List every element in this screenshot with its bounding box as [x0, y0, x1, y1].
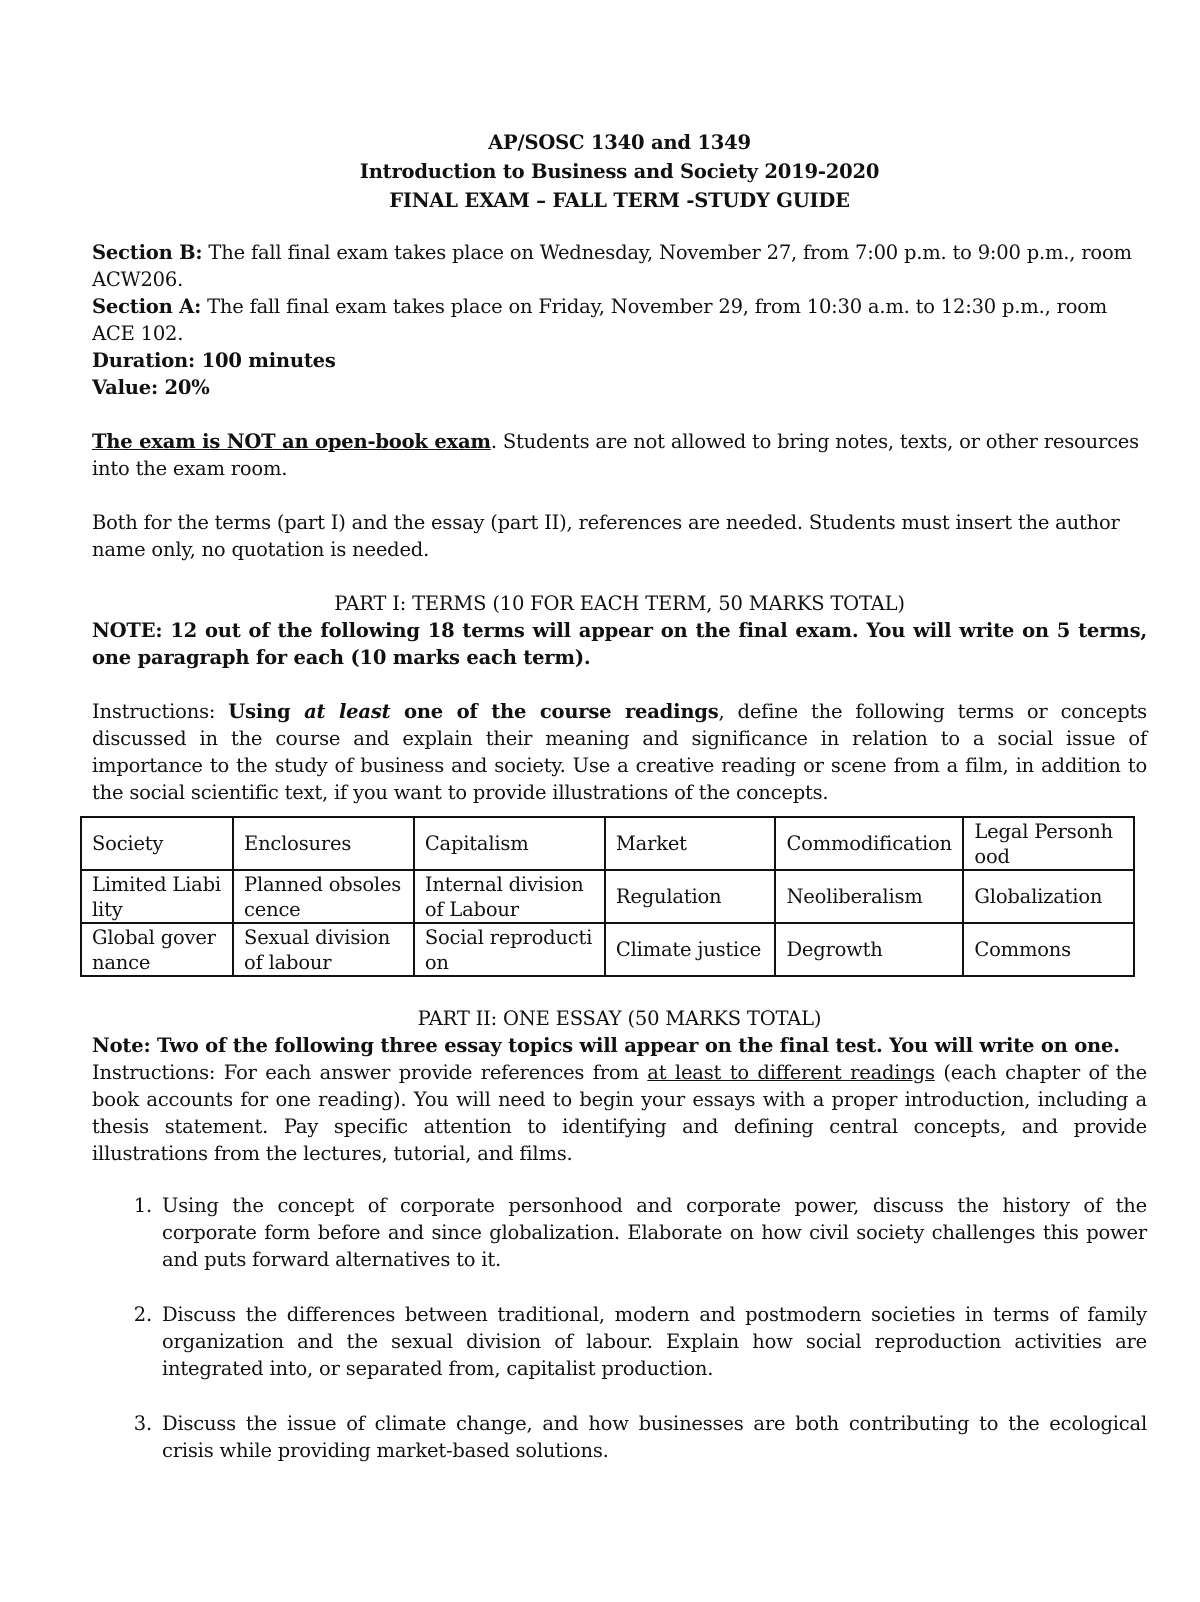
- section-b-label: Section B:: [92, 241, 203, 264]
- open-book-rule: [92, 428, 1147, 482]
- term-cell: Planned obsolescence: [233, 870, 414, 923]
- instr-course-readings: one of the course readings: [390, 700, 719, 723]
- section-a-label: Section A:: [92, 295, 202, 318]
- instr-at-least: at least: [304, 700, 391, 723]
- document-header: [92, 128, 1147, 215]
- part1-title: PART I: TERMS (10 FOR EACH TERM, 50 MARKS TOTAL): [334, 592, 905, 615]
- essay-topic: 1. Using the concept of corporate personhood and corporate power, discuss the history of the corporate form before and since globalization. Elaborate on how civil society challenges this power and puts forward alternatives to it.: [158, 1192, 1147, 1273]
- part2-instructions: [92, 1059, 1147, 1167]
- terms-row: [81, 870, 1134, 923]
- section-a-schedule: [92, 293, 1147, 347]
- term-cell: Regulation: [605, 870, 776, 923]
- essay-topic: 3. Discuss the issue of climate change, and how businesses are both contributing to the ecological crisis while providing market-based solutions.: [158, 1410, 1147, 1464]
- term-cell: Commons: [963, 923, 1134, 976]
- part1-instructions: [92, 698, 1147, 806]
- instr-using: Using: [228, 700, 305, 723]
- term-cell: Global governance: [81, 923, 233, 976]
- terms-row: [81, 923, 1134, 976]
- exam-title: FINAL EXAM – FALL TERM -STUDY GUIDE: [389, 189, 850, 212]
- study-guide-page: [92, 128, 1147, 1492]
- part2-instr-b: (each chapter of the book accounts for one reading). You will need to begin your essays with a proper introduction, including a thesis statement. Pay specific attention to identifying and defining central concepts, and provide illustrations from the lectures, tutorial, and films.: [92, 1061, 1147, 1165]
- term-cell: Capitalism: [414, 817, 605, 870]
- part2-title: PART II: ONE ESSAY (50 MARKS TOTAL): [417, 1007, 822, 1030]
- term-cell: Limited Liability: [81, 870, 233, 923]
- term-cell: Sexual division of labour: [233, 923, 414, 976]
- course-title: Introduction to Business and Society 2019-2020: [359, 160, 880, 183]
- part1-instructions-label: Instructions:: [92, 700, 229, 723]
- terms-row: [81, 817, 1134, 870]
- term-cell: Society: [81, 817, 233, 870]
- part2-instr-a: Instructions: For each answer provide references from: [92, 1061, 648, 1084]
- section-b-schedule: [92, 239, 1147, 293]
- term-cell: Neoliberalism: [775, 870, 963, 923]
- term-cell: Legal Personhood: [963, 817, 1134, 870]
- term-cell: Commodification: [775, 817, 963, 870]
- references-rule: Both for the terms (part I) and the essay (part II), references are needed. Students must insert the author name only, no quotation is needed.: [92, 511, 1120, 561]
- part1-note: NOTE: 12 out of the following 18 terms will appear on the final exam. You will write on 5 terms, one paragraph for each (10 marks each term).: [92, 619, 1147, 669]
- section-b-text: The fall final exam takes place on Wednesday, November 27, from 7:00 p.m. to 9:00 p.m., room ACW206.: [92, 241, 1132, 291]
- not-open-book-emphasis: The exam is NOT an open-book exam: [92, 430, 491, 453]
- term-cell: Degrowth: [775, 923, 963, 976]
- term-cell: Internal division of Labour: [414, 870, 605, 923]
- instr-rest: , define the following terms or concepts discussed in the course and explain their meaning and significance in relation to a social issue of importance to the study of business and society. Use a creative reading or scene from a film, in addition to the social scientific text, if you want to provide illustrations of the concepts.: [92, 700, 1147, 804]
- essay-topics-list: [92, 1192, 1147, 1464]
- open-book-rule-text: . Students are not allowed to bring notes, texts, or other resources into the exam room.: [92, 430, 1139, 480]
- term-cell: Enclosures: [233, 817, 414, 870]
- term-cell: Social reproduction: [414, 923, 605, 976]
- term-cell: Market: [605, 817, 776, 870]
- essay-topic: 2. Discuss the differences between traditional, modern and postmodern societies in terms of family organization and the sexual division of labour. Explain how social reproduction activities are integrated into, or separated from, capitalist production.: [158, 1301, 1147, 1382]
- terms-table: [80, 816, 1135, 977]
- part2-instr-underlined: at least to different readings: [647, 1061, 935, 1084]
- term-cell: Climate justice: [605, 923, 776, 976]
- exam-duration: Duration: 100 minutes: [92, 349, 336, 372]
- term-cell: Globalization: [963, 870, 1134, 923]
- part2-note: Note: Two of the following three essay topics will appear on the final test. You will write on one.: [92, 1034, 1120, 1057]
- exam-value: Value: 20%: [92, 376, 210, 399]
- section-a-text: The fall final exam takes place on Friday, November 29, from 10:30 a.m. to 12:30 p.m., room ACE 102.: [92, 295, 1108, 345]
- course-code: AP/SOSC 1340 and 1349: [488, 131, 751, 154]
